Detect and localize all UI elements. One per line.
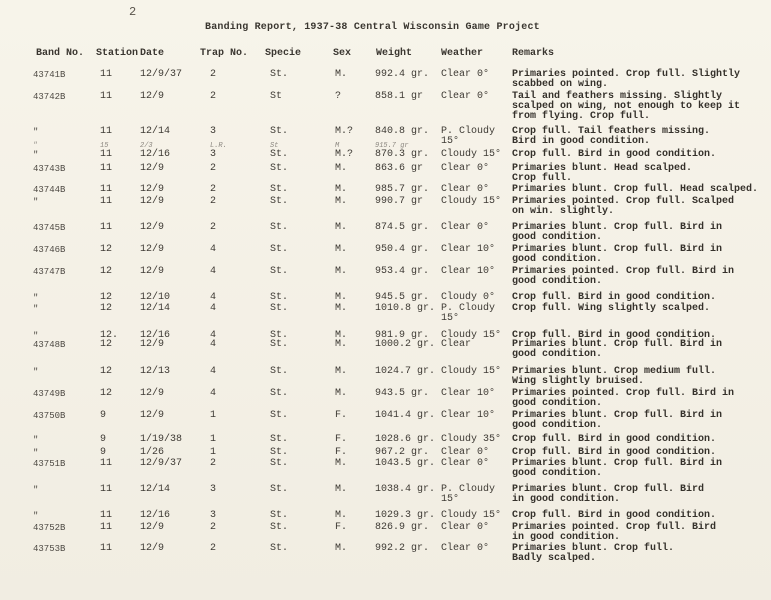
cell-date: 12/16 bbox=[140, 330, 171, 341]
cell-specie: St. bbox=[270, 292, 289, 303]
cell-trap: 2 bbox=[210, 543, 217, 554]
cell-trap: 1 bbox=[210, 410, 217, 421]
cell-trap: 4 bbox=[210, 339, 217, 350]
cell-station: 11 bbox=[100, 69, 113, 80]
cell-sex: F. bbox=[335, 447, 348, 458]
cell-sex: F. bbox=[335, 522, 348, 533]
cell-remarks: Primaries blunt. Crop full. Head scalped. bbox=[512, 184, 759, 195]
cell-remarks: Primaries blunt. Crop full. Bird in good condition. bbox=[512, 410, 723, 431]
cell-weather: Clear 0° bbox=[441, 447, 490, 458]
cell-band: " bbox=[33, 304, 39, 314]
cell-station: 12 bbox=[100, 292, 113, 303]
cell-station: 11 bbox=[100, 522, 113, 533]
cell-date: 12/14 bbox=[140, 484, 171, 495]
cell-station: 11 bbox=[100, 91, 113, 102]
cell-weight: 1000.2 gr. bbox=[375, 339, 436, 350]
cell-weight: 1038.4 gr. bbox=[375, 484, 436, 495]
cell-sex: M. bbox=[335, 388, 348, 399]
cell-trap: L.R. bbox=[210, 142, 227, 150]
cell-remarks: Primaries pointed. Crop full. Bird in good condition. bbox=[512, 266, 735, 287]
cell-specie: St. bbox=[270, 410, 289, 421]
cell-trap: 4 bbox=[210, 244, 217, 255]
cell-date: 12/9 bbox=[140, 91, 165, 102]
cell-trap: 4 bbox=[210, 388, 217, 399]
cell-weight: 981.9 gr. bbox=[375, 330, 430, 341]
cell-station: 9 bbox=[100, 447, 107, 458]
cell-date: 12/14 bbox=[140, 126, 171, 137]
header-trap-no: Trap No. bbox=[200, 48, 249, 59]
cell-weather: Clear 0° bbox=[441, 184, 490, 195]
cell-station: 12 bbox=[100, 366, 113, 377]
cell-trap: 2 bbox=[210, 222, 217, 233]
header-weather: Weather bbox=[441, 48, 484, 59]
cell-sex: M. bbox=[335, 510, 348, 521]
cell-trap: 2 bbox=[210, 196, 217, 207]
cell-trap: 2 bbox=[210, 69, 217, 80]
cell-band: " bbox=[33, 367, 39, 377]
cell-weight: 992.2 gr. bbox=[375, 543, 430, 554]
cell-remarks: Crop full. Wing slightly scalped. bbox=[512, 303, 711, 314]
cell-weather: P. Cloudy 15° bbox=[441, 303, 496, 324]
cell-weather: Cloudy 15° bbox=[441, 366, 502, 377]
cell-weather: Clear bbox=[441, 339, 472, 350]
cell-band: " bbox=[33, 293, 39, 303]
cell-trap: 2 bbox=[210, 458, 217, 469]
cell-date: 12/9 bbox=[140, 244, 165, 255]
cell-station: 11 bbox=[100, 126, 113, 137]
cell-specie: St bbox=[270, 91, 283, 102]
cell-trap: 2 bbox=[210, 522, 217, 533]
cell-station: 11 bbox=[100, 184, 113, 195]
cell-weight: 858.1 gr bbox=[375, 91, 424, 102]
cell-specie: St. bbox=[270, 484, 289, 495]
cell-sex: M bbox=[335, 142, 340, 150]
cell-date: 12/14 bbox=[140, 303, 171, 314]
cell-weight: 1041.4 gr. bbox=[375, 410, 436, 421]
cell-sex: M. bbox=[335, 484, 348, 495]
cell-band: 43745B bbox=[33, 223, 66, 233]
cell-remarks: Primaries pointed. Crop full. Scalped on win. slightly. bbox=[512, 196, 735, 217]
cell-weight: 1028.6 gr. bbox=[375, 434, 436, 445]
cell-weight: 1043.5 gr. bbox=[375, 458, 436, 469]
cell-date: 12/9 bbox=[140, 522, 165, 533]
cell-date: 12/9/37 bbox=[140, 458, 183, 469]
cell-sex: M. bbox=[335, 222, 348, 233]
cell-station: 12 bbox=[100, 303, 113, 314]
cell-weather: P. Cloudy 15° bbox=[441, 126, 496, 147]
cell-station: 11 bbox=[100, 149, 113, 160]
cell-band: " bbox=[33, 150, 39, 160]
page-number: 2 bbox=[129, 5, 137, 19]
cell-weather: Clear 10° bbox=[441, 388, 496, 399]
cell-date: 12/16 bbox=[140, 149, 171, 160]
cell-band: " bbox=[33, 435, 39, 445]
cell-trap: 1 bbox=[210, 447, 217, 458]
cell-remarks: Crop full. Bird in good condition. bbox=[512, 149, 717, 160]
cell-trap: 2 bbox=[210, 91, 217, 102]
cell-date: 12/13 bbox=[140, 366, 171, 377]
cell-weight: 863.6 gr bbox=[375, 163, 424, 174]
cell-sex: F. bbox=[335, 434, 348, 445]
cell-sex: M. bbox=[335, 266, 348, 277]
cell-date: 12/9 bbox=[140, 184, 165, 195]
cell-specie: St. bbox=[270, 266, 289, 277]
header-station: Station bbox=[96, 48, 139, 59]
cell-station: 12 bbox=[100, 244, 113, 255]
cell-remarks: Primaries blunt. Crop medium full. Wing slightly bruised. bbox=[512, 366, 717, 387]
cell-remarks: Primaries blunt. Head scalped. Crop full. bbox=[512, 163, 693, 184]
cell-date: 12/9 bbox=[140, 196, 165, 207]
cell-weather: Clear 10° bbox=[441, 266, 496, 277]
cell-weight: 943.5 gr. bbox=[375, 388, 430, 399]
cell-weight: 1024.7 gr. bbox=[375, 366, 436, 377]
cell-specie: St. bbox=[270, 69, 289, 80]
cell-band: " bbox=[33, 448, 39, 458]
cell-date: 12/10 bbox=[140, 292, 171, 303]
cell-remarks: Crop full. Bird in good condition. bbox=[512, 447, 717, 458]
cell-date: 12/9 bbox=[140, 222, 165, 233]
cell-weather: Clear 0° bbox=[441, 458, 490, 469]
cell-remarks: Primaries blunt. Crop full. Bird in good condition. bbox=[512, 244, 723, 265]
cell-band: 43749B bbox=[33, 389, 66, 399]
cell-sex: M. bbox=[335, 543, 348, 554]
cell-remarks: Crop full. Bird in good condition. bbox=[512, 510, 717, 521]
cell-weight: 1029.3 gr. bbox=[375, 510, 436, 521]
cell-station: 11 bbox=[100, 222, 113, 233]
cell-specie: St. bbox=[270, 222, 289, 233]
cell-station: 12 bbox=[100, 266, 113, 277]
cell-weather: Cloudy 35° bbox=[441, 434, 502, 445]
cell-sex: M. bbox=[335, 244, 348, 255]
cell-trap: 4 bbox=[210, 266, 217, 277]
cell-sex: M.? bbox=[335, 126, 354, 137]
cell-specie: St. bbox=[270, 434, 289, 445]
cell-date: 12/9/37 bbox=[140, 69, 183, 80]
cell-weight: 826.9 gr. bbox=[375, 522, 430, 533]
cell-weather: Cloudy 0° bbox=[441, 292, 496, 303]
cell-weather: Clear 0° bbox=[441, 543, 490, 554]
cell-weight: 840.8 gr. bbox=[375, 126, 430, 137]
cell-specie: St. bbox=[270, 388, 289, 399]
header-band-no: Band No. bbox=[36, 48, 85, 59]
cell-band: " bbox=[33, 485, 39, 495]
cell-remarks: Crop full. Bird in good condition. bbox=[512, 330, 717, 341]
cell-station: 11 bbox=[100, 510, 113, 521]
cell-weather: Cloudy 15° bbox=[441, 149, 502, 160]
cell-station: 11 bbox=[100, 163, 113, 174]
cell-remarks: Primaries blunt. Crop full. Badly scalped. bbox=[512, 543, 675, 564]
cell-station: 11 bbox=[100, 196, 113, 207]
header-sex: Sex bbox=[333, 48, 352, 59]
cell-weather: Cloudy 15° bbox=[441, 196, 502, 207]
cell-band: 43741B bbox=[33, 70, 66, 80]
cell-station: 9 bbox=[100, 434, 107, 445]
header-remarks: Remarks bbox=[512, 48, 555, 59]
cell-sex: ? bbox=[335, 91, 342, 102]
cell-weight: 874.5 gr. bbox=[375, 222, 430, 233]
cell-remarks: Crop full. Tail feathers missing. Bird in good condition. bbox=[512, 126, 711, 147]
cell-sex: M. bbox=[335, 69, 348, 80]
cell-trap: 3 bbox=[210, 510, 217, 521]
cell-specie: St. bbox=[270, 149, 289, 160]
cell-band: 43746B bbox=[33, 245, 66, 255]
cell-date: 12/16 bbox=[140, 510, 171, 521]
cell-weather: Clear 10° bbox=[441, 410, 496, 421]
cell-weight: 953.4 gr. bbox=[375, 266, 430, 277]
cell-sex: M. bbox=[335, 184, 348, 195]
header-specie: Specie bbox=[265, 48, 302, 59]
cell-band: 43751B bbox=[33, 459, 66, 469]
cell-trap: 3 bbox=[210, 149, 217, 160]
cell-station: 12 bbox=[100, 388, 113, 399]
cell-remarks: Crop full. Bird in good condition. bbox=[512, 434, 717, 445]
cell-date: 12/9 bbox=[140, 266, 165, 277]
cell-weather: Clear 0° bbox=[441, 69, 490, 80]
cell-date: 12/9 bbox=[140, 410, 165, 421]
cell-band: 43752B bbox=[33, 523, 66, 533]
cell-weight: 992.4 gr. bbox=[375, 69, 430, 80]
cell-station: 12. bbox=[100, 330, 119, 341]
cell-trap: 2 bbox=[210, 184, 217, 195]
cell-remarks: Crop full. Bird in good condition. bbox=[512, 292, 717, 303]
cell-trap: 4 bbox=[210, 292, 217, 303]
cell-date: 1/26 bbox=[140, 447, 165, 458]
cell-specie: St. bbox=[270, 196, 289, 207]
cell-specie: St. bbox=[270, 126, 289, 137]
cell-weight: 945.5 gr. bbox=[375, 292, 430, 303]
cell-remarks: Primaries blunt. Crop full. Bird in good condition. bbox=[512, 458, 723, 479]
cell-trap: 4 bbox=[210, 330, 217, 341]
header-weight: Weight bbox=[376, 48, 413, 59]
cell-trap: 3 bbox=[210, 126, 217, 137]
cell-weather: Cloudy 15° bbox=[441, 510, 502, 521]
cell-date: 2/3 bbox=[140, 142, 153, 150]
cell-date: 12/9 bbox=[140, 543, 165, 554]
cell-weight: 950.4 gr. bbox=[375, 244, 430, 255]
header-date: Date bbox=[140, 48, 165, 59]
cell-weather: Clear 10° bbox=[441, 244, 496, 255]
cell-date: 12/9 bbox=[140, 163, 165, 174]
cell-specie: St bbox=[270, 142, 279, 150]
cell-weight: 985.7 gr. bbox=[375, 184, 430, 195]
cell-weight: 1010.8 gr. bbox=[375, 303, 436, 314]
cell-band: 43743B bbox=[33, 164, 66, 174]
cell-station: 11 bbox=[100, 543, 113, 554]
cell-date: 12/9 bbox=[140, 339, 165, 350]
cell-sex: F. bbox=[335, 410, 348, 421]
cell-sex: M. bbox=[335, 458, 348, 469]
cell-remarks: Tail and feathers missing. Slightly scalped on wing, not enough to keep it from flying. Crop full. bbox=[512, 91, 741, 122]
cell-sex: M. bbox=[335, 330, 348, 341]
cell-specie: St. bbox=[270, 510, 289, 521]
cell-date: 1/19/38 bbox=[140, 434, 183, 445]
cell-weather: Clear 0° bbox=[441, 522, 490, 533]
cell-trap: 1 bbox=[210, 434, 217, 445]
cell-trap: 2 bbox=[210, 163, 217, 174]
cell-band: 43748B bbox=[33, 340, 66, 350]
cell-specie: St. bbox=[270, 447, 289, 458]
cell-trap: 3 bbox=[210, 484, 217, 495]
cell-specie: St. bbox=[270, 543, 289, 554]
cell-specie: St. bbox=[270, 163, 289, 174]
cell-specie: St. bbox=[270, 339, 289, 350]
cell-remarks: Primaries pointed. Crop full. Slightly scabbed on wing. bbox=[512, 69, 741, 90]
cell-trap: 4 bbox=[210, 303, 217, 314]
cell-weather: Clear 0° bbox=[441, 91, 490, 102]
cell-band: " bbox=[33, 511, 39, 521]
report-title: Banding Report, 1937-38 Central Wisconsin Game Project bbox=[205, 22, 540, 33]
cell-sex: M. bbox=[335, 196, 348, 207]
cell-sex: M. bbox=[335, 303, 348, 314]
cell-specie: St. bbox=[270, 458, 289, 469]
cell-sex: M. bbox=[335, 339, 348, 350]
cell-band: " bbox=[33, 127, 39, 137]
cell-sex: M. bbox=[335, 292, 348, 303]
cell-remarks: Primaries pointed. Crop full. Bird in good condition. bbox=[512, 522, 717, 543]
cell-trap: 4 bbox=[210, 366, 217, 377]
cell-remarks: Primaries pointed. Crop full. Bird in good condition. bbox=[512, 388, 735, 409]
cell-weight: 915.7 gr bbox=[375, 142, 409, 150]
cell-specie: St. bbox=[270, 522, 289, 533]
cell-weight: 870.3 gr. bbox=[375, 149, 430, 160]
cell-band: 43744B bbox=[33, 185, 66, 195]
cell-band: " bbox=[33, 142, 38, 150]
cell-remarks: Primaries blunt. Crop full. Bird in good condition. bbox=[512, 339, 723, 360]
cell-weather: Clear 0° bbox=[441, 163, 490, 174]
cell-specie: St. bbox=[270, 303, 289, 314]
cell-station: 9 bbox=[100, 410, 107, 421]
cell-remarks: Primaries blunt. Crop full. Bird in good condition. bbox=[512, 222, 723, 243]
cell-date: 12/9 bbox=[140, 388, 165, 399]
cell-station: 12 bbox=[100, 339, 113, 350]
cell-specie: St. bbox=[270, 184, 289, 195]
cell-weight: 990.7 gr bbox=[375, 196, 424, 207]
cell-band: 43750B bbox=[33, 411, 66, 421]
cell-band: " bbox=[33, 197, 39, 207]
cell-weather: Cloudy 15° bbox=[441, 330, 502, 341]
cell-band: 43747B bbox=[33, 267, 66, 277]
cell-band: 43753B bbox=[33, 544, 66, 554]
cell-sex: M. bbox=[335, 163, 348, 174]
cell-specie: St. bbox=[270, 330, 289, 341]
cell-sex: M.? bbox=[335, 149, 354, 160]
cell-weather: Clear 0° bbox=[441, 222, 490, 233]
cell-weight: 967.2 gr. bbox=[375, 447, 430, 458]
cell-band: 43742B bbox=[33, 92, 66, 102]
cell-station: 15 bbox=[100, 142, 109, 150]
cell-specie: St. bbox=[270, 366, 289, 377]
cell-sex: M. bbox=[335, 366, 348, 377]
cell-station: 11 bbox=[100, 484, 113, 495]
cell-band: " bbox=[33, 331, 39, 341]
cell-remarks: Primaries blunt. Crop full. Bird in good condition. bbox=[512, 484, 705, 505]
cell-specie: St. bbox=[270, 244, 289, 255]
cell-station: 11 bbox=[100, 458, 113, 469]
cell-weather: P. Cloudy 15° bbox=[441, 484, 496, 505]
